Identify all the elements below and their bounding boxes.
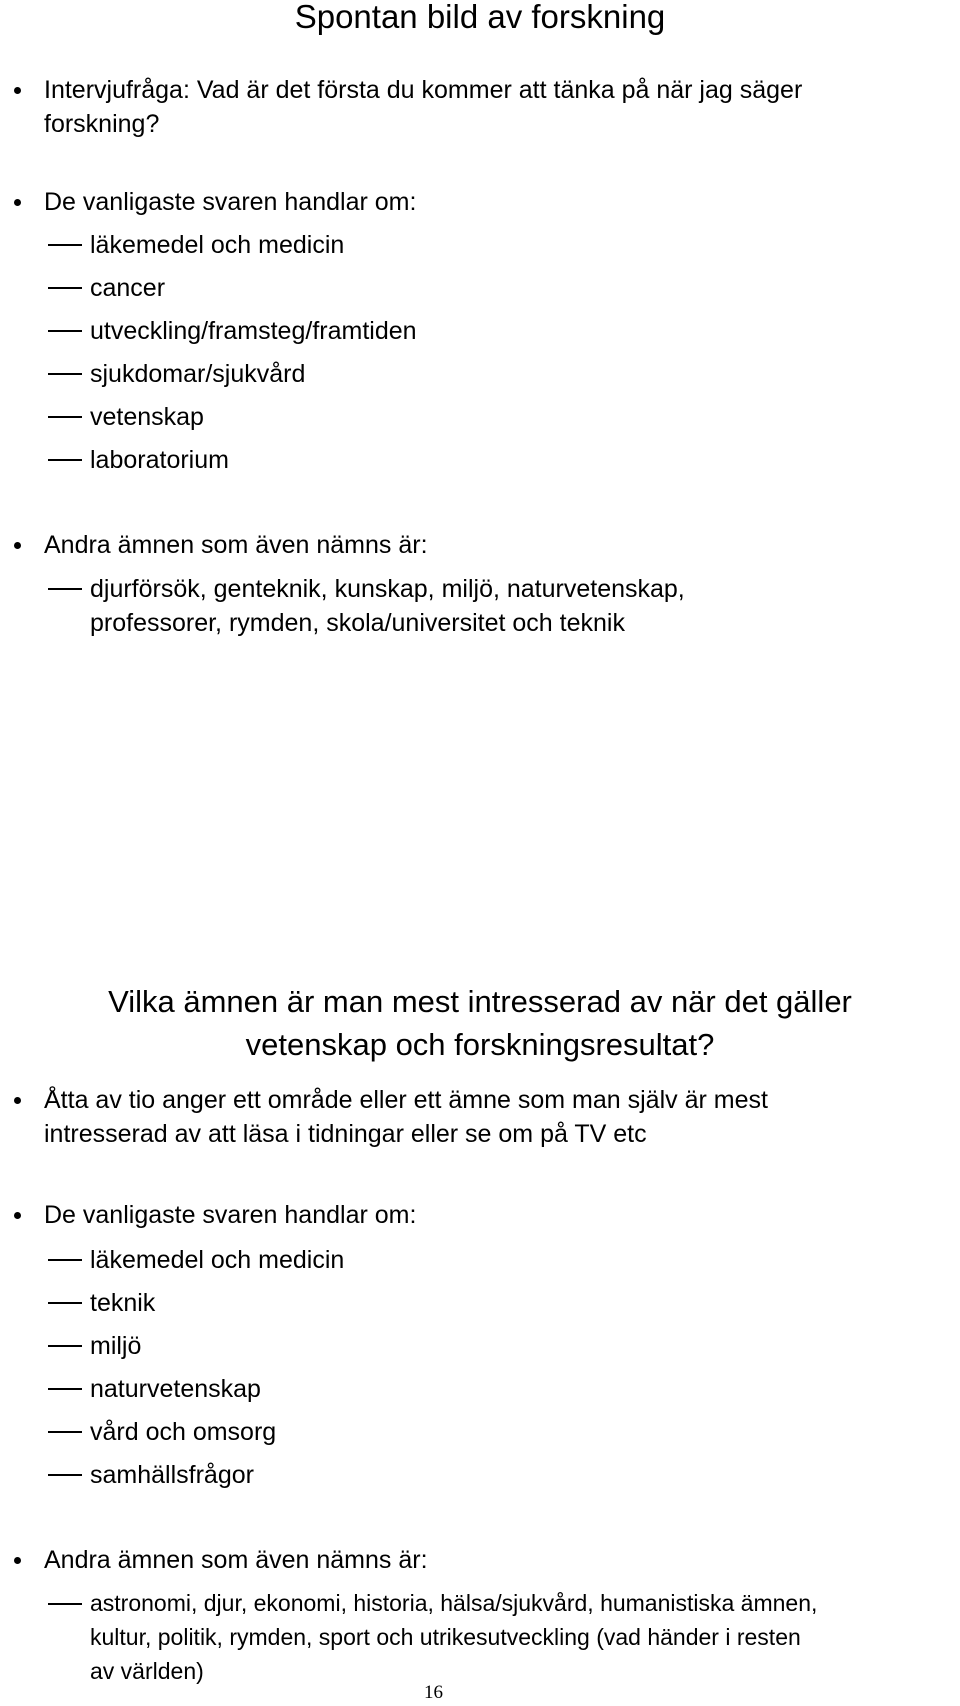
dash-marker	[48, 588, 82, 590]
list-item: teknik	[90, 1289, 156, 1317]
list-item: utveckling/framsteg/framtiden	[90, 317, 417, 345]
bullet-dot	[14, 87, 21, 94]
section1-title: Spontan bild av forskning	[294, 0, 666, 35]
list-item: miljö	[90, 1332, 142, 1360]
interview-question-line2: forskning?	[44, 110, 160, 138]
common-answers-header: De vanligaste svaren handlar om:	[44, 188, 417, 216]
other-topics-header: Andra ämnen som även nämns är:	[44, 531, 428, 559]
section2-title-line2: vetenskap och forskningsresultat?	[245, 1027, 715, 1062]
dash-marker	[48, 373, 82, 375]
other-topics-line2: kultur, politik, rymden, sport och utrikesutveckling (vad händer i resten	[90, 1624, 801, 1650]
bullet-dot	[14, 1212, 21, 1219]
bullet-dot	[14, 199, 21, 206]
dash-marker	[48, 330, 82, 332]
other-topics-line3: av världen)	[90, 1658, 204, 1684]
intro-line2: intresserad av att läsa i tidningar eller se om på TV etc	[44, 1120, 647, 1148]
list-item: vård och omsorg	[90, 1418, 277, 1446]
dash-marker	[48, 1302, 82, 1304]
list-item: sjukdomar/sjukvård	[90, 360, 306, 388]
list-item: vetenskap	[90, 403, 204, 431]
interview-question-line1: Intervjufråga: Vad är det första du kommer att tänka på när jag säger	[44, 76, 803, 104]
dash-marker	[48, 1388, 82, 1390]
list-item: naturvetenskap	[90, 1375, 261, 1403]
dash-marker	[48, 1474, 82, 1476]
section2-title-line1: Vilka ämnen är man mest intresserad av när det gäller	[108, 984, 852, 1019]
bullet-dot	[14, 1097, 21, 1104]
other-topics-header: Andra ämnen som även nämns är:	[44, 1546, 428, 1574]
dash-marker	[48, 1603, 82, 1605]
intro-line1: Åtta av tio anger ett område eller ett ämne som man själv är mest	[44, 1086, 768, 1114]
dash-marker	[48, 1345, 82, 1347]
list-item: cancer	[90, 274, 166, 302]
dash-marker	[48, 416, 82, 418]
list-item: läkemedel och medicin	[90, 1246, 345, 1274]
other-topics-line1: astronomi, djur, ekonomi, historia, hälsa/sjukvård, humanistiska ämnen,	[90, 1590, 818, 1616]
dash-marker	[48, 287, 82, 289]
dash-marker	[48, 459, 82, 461]
other-topics-line2: professorer, rymden, skola/universitet och teknik	[90, 609, 625, 637]
list-item: samhällsfrågor	[90, 1461, 254, 1489]
dash-marker	[48, 244, 82, 246]
dash-marker	[48, 1259, 82, 1261]
bullet-dot	[14, 542, 21, 549]
list-item: läkemedel och medicin	[90, 231, 345, 259]
list-item: laboratorium	[90, 446, 229, 474]
common-answers-header: De vanligaste svaren handlar om:	[44, 1201, 417, 1229]
other-topics-line1: djurförsök, genteknik, kunskap, miljö, naturvetenskap,	[90, 575, 685, 603]
page-number: 16	[424, 1682, 443, 1703]
dash-marker	[48, 1431, 82, 1433]
bullet-dot	[14, 1557, 21, 1564]
